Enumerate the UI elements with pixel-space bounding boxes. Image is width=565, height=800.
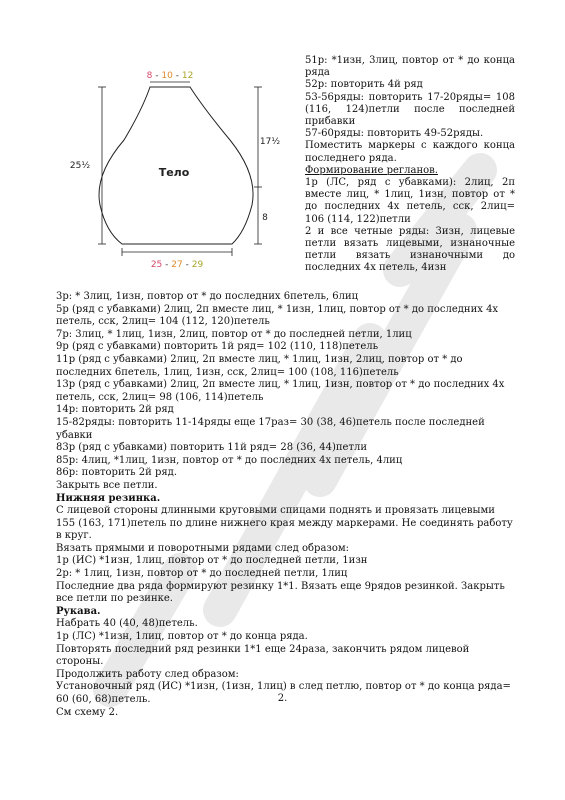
text-line: Последние два ряда формируют резинку 1*1. Вязать еще 9рядов резинкой. Закрыть все петли по резинке. [56, 580, 505, 605]
text-line: 2р: * 1лиц, 1изн, повтор от * до последней петли, 1лиц [56, 568, 348, 580]
text-line: С лицевой стороны длинными круговыми спицами поднять и провязать лицевыми 155 (163, 171)петель по длине нижнего края между маркерами. Не соединять работу в круг. [56, 505, 513, 542]
body-schematic [40, 60, 280, 290]
text-line: 51р: *1изн, 3лиц, повтор от * до конца ряда [305, 55, 515, 79]
text-line: 13р (ряд с убавками) 2лиц, 2п вместе лиц, * 1лиц, 1изн, повтор от * до последних 4х петель, сск, 2лиц= 98 (106, 114)петель [56, 379, 505, 403]
bottom-width-a: 25 [150, 260, 163, 270]
top-width-b: 10 [161, 71, 173, 81]
text-line: 1р (ЛС, ряд с убавками): 2лиц, 2п вместе лиц, * 1лиц, 1изн, повтор от * до последних 4х петель, сск, 2лиц= 106 (114, 122)петли [305, 177, 515, 225]
section-heading-sleeves: Рукава. [56, 605, 101, 617]
main-text [56, 291, 516, 719]
text-line: 15-82ряды: повторить 11-14ряды еще 17раз= 30 (38, 46)петель после последней убавки [56, 416, 485, 441]
top-width-label: 8 - 10 - 12 [146, 71, 194, 81]
height-upper-label: 17½ [259, 137, 280, 147]
section-heading-raglan: Формирование регланов. [305, 164, 438, 176]
text-line: 5р (ряд с убавками) 2лиц, 2п вместе лиц, * 1изн, 1лиц, повтор от * до последних 4х петель, сск, 2лиц= 104 (112, 120)петель [56, 303, 499, 328]
top-width-c: 12 [181, 71, 194, 81]
bottom-width-c: 29 [191, 260, 204, 270]
text-line: 52р: повторить 4й ряд [305, 79, 423, 91]
height-lower-label: 8 [262, 213, 268, 223]
text-line: 57-60ряды: повторить 49-52ряды. [305, 128, 484, 140]
text-line: Закрыть все петли. [56, 479, 158, 491]
right-column-text [305, 55, 515, 275]
text-line: Повторять последний ряд резинки 1*1 еще 24раза, закончить рядом лицевой стороны. [56, 643, 470, 668]
section-heading-ribbing: Нижняя резинка. [56, 492, 161, 504]
text-line: 1р (ЛС) *1изн, 1лиц, повтор от * до конца ряда. [56, 631, 308, 643]
bottom-width-b: 27 [171, 260, 183, 270]
text-line: 83р (ряд с убавками) повторить 11й ряд= 28 (36, 44)петли [56, 442, 367, 454]
text-line: 1р (ИС) *1изн, 1лиц, повтор от * до последней петли, 1изн [56, 555, 368, 567]
text-line: Набрать 40 (40, 48)петель. [56, 618, 198, 630]
text-line: 9р (ряд с убавками) повторить 1й ряд= 102 (110, 118)петель [56, 341, 379, 353]
bottom-width-label: 25 - 27 - 29 [150, 260, 204, 270]
text-line: Поместить маркеры с каждого конца последнего ряда. [305, 140, 515, 164]
text-line: Продолжить работу след образом: [56, 668, 239, 680]
body-label: Тело [158, 166, 190, 179]
text-line: Вязать прямыми и поворотными рядами след образом: [56, 542, 350, 554]
height-total-label: 25½ [69, 161, 91, 171]
text-line: 14р: повторить 2й ряд [56, 404, 174, 416]
text-line: См схему 2. [56, 706, 119, 718]
text-line: 11р (ряд с убавками) 2лиц, 2п вместе лиц, * 1лиц, 1изн, 2лиц, повтор от * до последних 6петель, 1лиц, 1изн, сск, 2лиц= 100 (108, 116)петель [56, 353, 463, 378]
text-line: 3р: * 3лиц, 1изн, повтор от * до последних 6петель, 6лиц [56, 291, 359, 302]
text-line: 7р: 3лиц, * 1лиц, 1изн, 2лиц, повтор от * до последней петли, 1лиц [56, 328, 412, 340]
text-line: 86р: повторить 2й ряд. [56, 467, 178, 479]
text-line: 53-56ряды: повторить 17-20ряды= 108 (116, 124)петли после последней прибавки [305, 91, 515, 128]
text-line: 85р: 4лиц, *1лиц, 1изн, повтор от * до последних 4х петель, 4лиц [56, 454, 403, 466]
text-line: 2 и все четные ряды: 3изн, лицевые петли вязать лицевыми, изнаночные петли вязать изнаночными до последних 4х петель, 4изн [305, 225, 515, 274]
page-number: 2. [277, 693, 288, 704]
text-line: Установочный ряд (ИС) *1изн, (1изн, 1лиц) в след петлю, повтор от * до конца ряда= 60 (60, 68)петель. [56, 681, 511, 705]
top-width-a: 8 [146, 71, 153, 81]
